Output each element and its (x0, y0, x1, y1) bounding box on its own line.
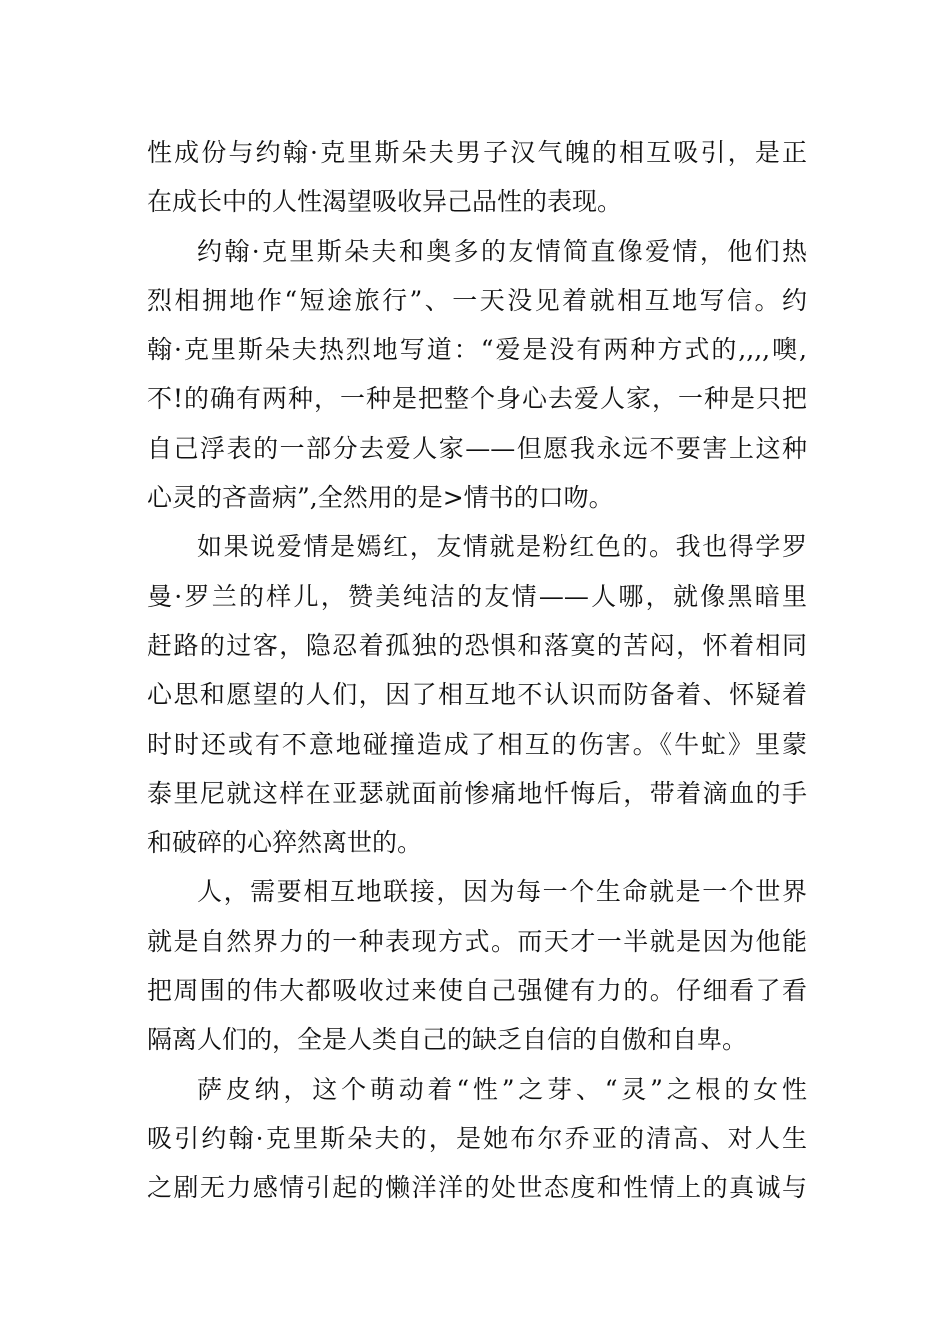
text-line: 曼·罗兰的样儿，赞美纯洁的友情——人哪，就像黑暗里 (147, 581, 807, 611)
text-line: 萨皮纳，这个萌动着“性”之芽、“灵”之根的女性 (197, 1074, 807, 1104)
text-line: 心灵的吝啬病”,全然用的是>情书的口吻。 (147, 483, 614, 513)
text-line: 之剧无力感情引起的懒洋洋的处世态度和性情上的真诚与 (147, 1173, 807, 1203)
text-line: 在成长中的人性渴望吸收异己品性的表现。 (147, 187, 623, 217)
text-line: 翰·克里斯朵夫热烈地写道：“爱是没有两种方式的,,,,噢, (147, 335, 807, 365)
text-line: 泰里尼就这样在亚瑟就面前惨痛地忏悔后，带着滴血的手 (147, 778, 807, 808)
text-line: 和破碎的心猝然离世的。 (147, 828, 423, 858)
text-line: 如果说爱情是嫣红，友情就是粉红色的。我也得学罗 (197, 532, 807, 562)
text-line: 烈相拥地作“短途旅行”、一天没见着就相互地写信。约 (147, 285, 807, 315)
text-line: 性成份与约翰·克里斯朵夫男子汉气魄的相互吸引，是正 (147, 138, 807, 167)
text-line: 自己浮表的一部分去爱人家——但愿我永远不要害上这种 (147, 433, 807, 463)
text-line: 人，需要相互地联接，因为每一个生命就是一个世界 (197, 877, 807, 907)
text-line: 吸引约翰·克里斯朵夫的，是她布尔乔亚的清高、对人生 (147, 1123, 807, 1153)
text-line: 赶路的过客，隐忍着孤独的恐惧和落寞的苦闷，怀着相同 (147, 630, 807, 660)
text-line: 把周围的伟大都吸收过来使自己强健有力的。仔细看了看 (147, 976, 807, 1006)
text-line: 就是自然界力的一种表现方式。而天才一半就是因为他能 (147, 926, 807, 956)
text-line: 时时还或有不意地碰撞造成了相互的伤害。《牛虻》里蒙 (147, 729, 807, 759)
text-line: 心思和愿望的人们，因了相互地不认识而防备着、怀疑着 (147, 680, 807, 710)
text-line: 约翰·克里斯朵夫和奥多的友情简直像爱情，他们热 (197, 236, 807, 266)
text-line: 隔离人们的，全是人类自己的缺乏自信的自傲和自卑。 (147, 1025, 748, 1055)
text-line: 不!的确有两种，一种是把整个身心去爱人家，一种是只把 (147, 384, 807, 414)
body-text (147, 128, 807, 1213)
